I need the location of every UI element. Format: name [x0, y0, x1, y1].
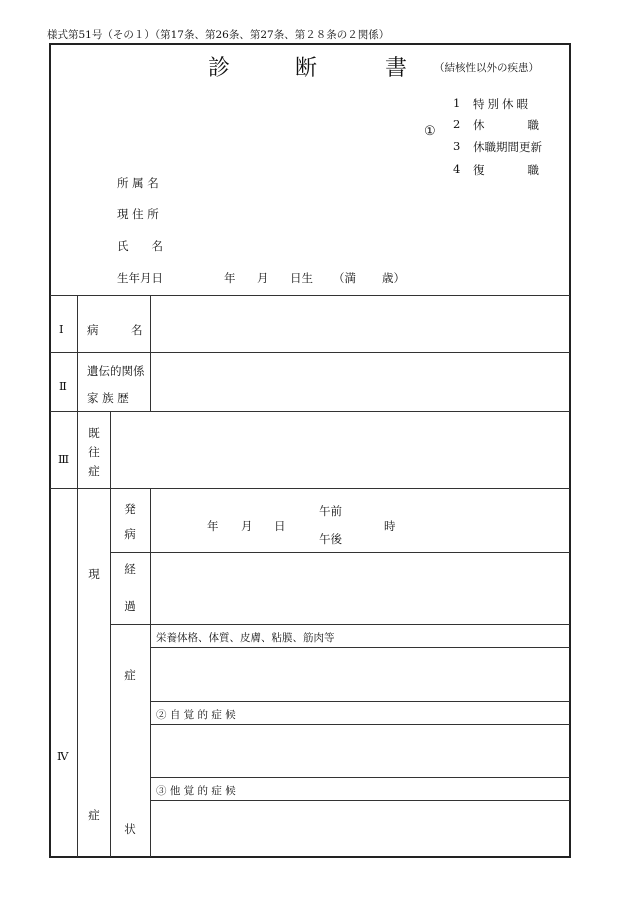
affiliation-label: 所 属 名	[117, 176, 159, 190]
numeral-col-divider	[77, 295, 78, 857]
divider-sub3-top	[150, 777, 570, 778]
purpose-option-2-num: 2	[453, 117, 461, 131]
symptom-bottom: 状	[124, 822, 136, 836]
section-3-char-1: 既	[88, 426, 100, 440]
section-1-label-a: 病	[87, 323, 99, 337]
address-label: 現 住 所	[117, 207, 159, 221]
section-3-char-3: 症	[88, 464, 100, 478]
section-2-numeral: Ⅱ	[59, 379, 67, 393]
divider-sub3	[150, 800, 570, 801]
divider-s2	[50, 411, 570, 412]
form-number: 様式第51号（その１）（第17条、第26条、第27条、第２８条の２関係）	[47, 29, 390, 41]
section-1-2-label-divider	[150, 295, 151, 411]
onset-month: 月	[241, 519, 253, 533]
title-char-2: 断	[295, 56, 318, 81]
symptom-sub-1: 栄養体格、体質、皮膚、粘膜、筋肉等	[156, 632, 335, 644]
divider-sub2-top	[150, 701, 570, 702]
purpose-mark: ①	[424, 124, 436, 139]
section-2-line2: 家 族 歴	[87, 391, 129, 405]
divider-s3	[50, 488, 570, 489]
purpose-option-3-num: 3	[453, 139, 461, 153]
divider-s1	[50, 352, 570, 353]
purpose-option-4-num: 4	[453, 162, 461, 176]
purpose-option-1-num: 1	[453, 96, 461, 110]
symptom-sub-2: ② 自 覚 的 症 候	[156, 709, 236, 721]
divider-sub2	[150, 724, 570, 725]
onset-am: 午前	[319, 504, 342, 518]
purpose-option-2-label: 休 職	[473, 118, 539, 132]
divider-course	[110, 624, 570, 625]
birth-label: 生年月日	[117, 271, 163, 285]
section-3-label-divider	[110, 411, 111, 488]
purpose-option-4-label: 復 職	[473, 163, 539, 177]
onset-day: 日	[274, 519, 286, 533]
onset-hour: 時	[384, 519, 396, 533]
purpose-option-3-label: 休職期間更新	[473, 140, 542, 154]
section-4-outer-top: 現	[88, 567, 100, 581]
birth-year: 年	[224, 271, 236, 285]
section-1-numeral: Ⅰ	[59, 322, 64, 336]
title-char-3: 書	[385, 56, 408, 81]
section-1-label-b: 名	[131, 323, 143, 337]
birth-day: 日生	[290, 271, 313, 285]
symptom-sub-3: ③ 他 覚 的 症 候	[156, 785, 236, 797]
section-3-numeral: Ⅲ	[58, 452, 70, 466]
section-4-outer-bottom: 症	[88, 808, 100, 822]
divider-sub1	[150, 647, 570, 648]
section-4-outer-divider	[110, 488, 111, 857]
section-4-inner-divider	[150, 488, 151, 857]
onset-year: 年	[207, 519, 219, 533]
age-open: （満	[333, 271, 356, 285]
title-char-1: 診	[208, 56, 231, 81]
onset-pm: 午後	[319, 532, 342, 546]
course-char-2: 過	[124, 599, 136, 613]
divider-onset	[110, 552, 570, 553]
onset-char-2: 病	[124, 527, 136, 541]
onset-char-1: 発	[124, 502, 136, 516]
divider-header	[50, 295, 570, 296]
section-3-char-2: 往	[88, 445, 100, 459]
section-2-line1: 遺伝的関係	[87, 364, 145, 378]
birth-month: 月	[257, 271, 269, 285]
course-char-1: 経	[124, 562, 136, 576]
symptom-top: 症	[124, 668, 136, 682]
name-label: 氏 名	[117, 239, 163, 253]
section-4-numeral: Ⅳ	[57, 749, 69, 763]
purpose-option-1-label	[473, 96, 539, 112]
purpose-option-1-text: 特別休暇	[473, 97, 531, 111]
age-close: 歳）	[382, 271, 405, 285]
title-note: （結核性以外の疾患）	[434, 62, 539, 74]
